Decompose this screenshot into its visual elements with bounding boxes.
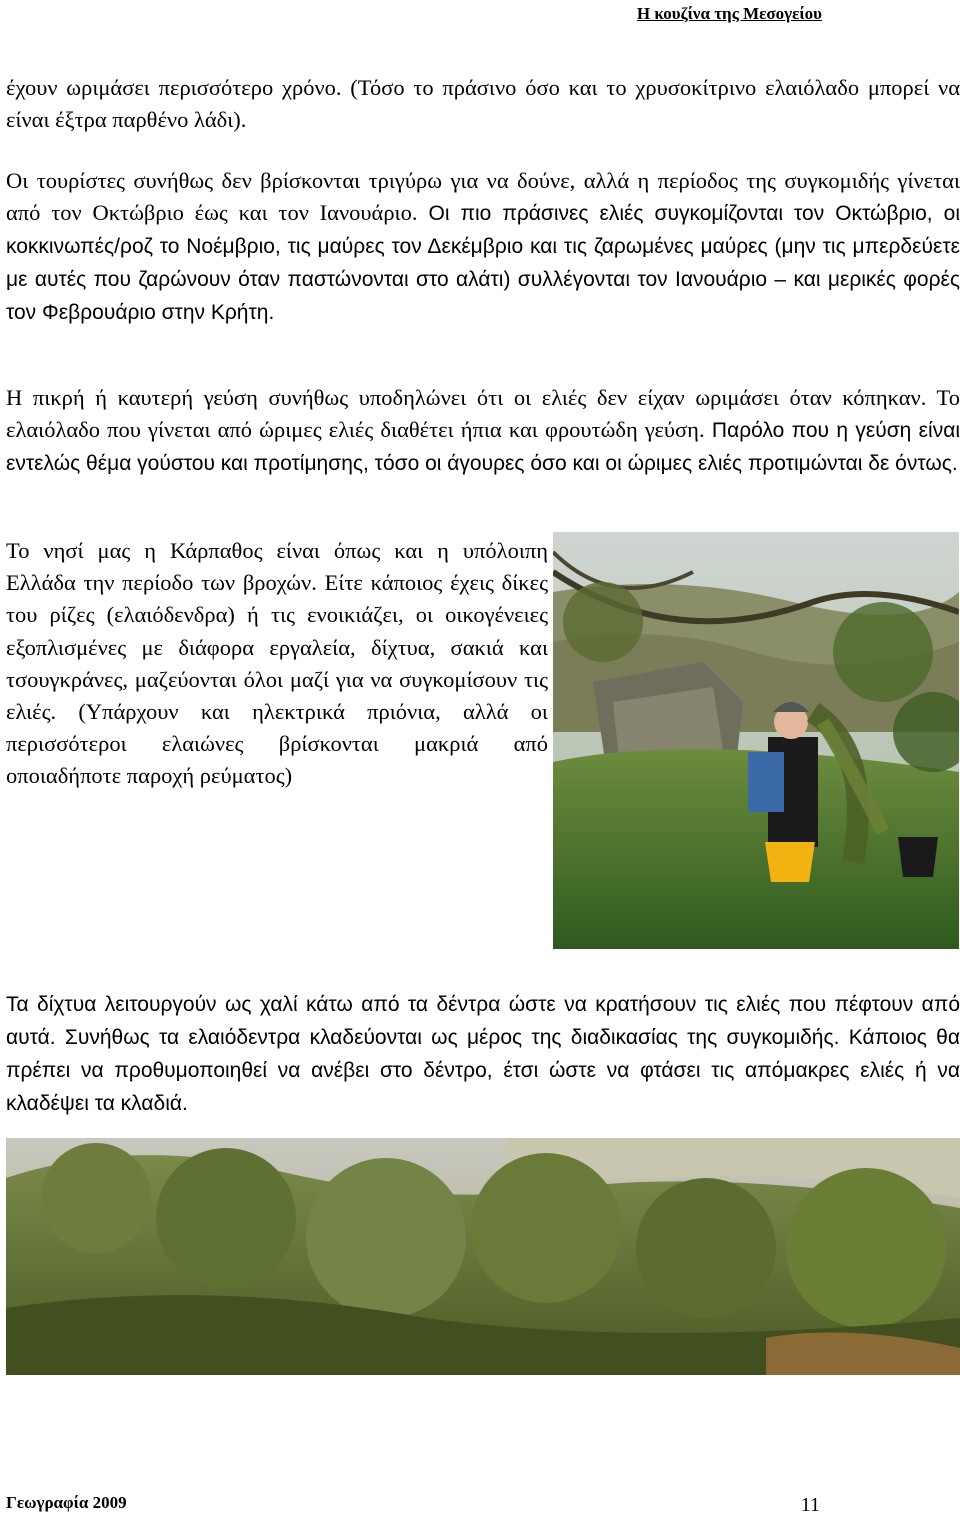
paragraph-5	[6, 988, 960, 1120]
paragraph-3-serif-text: Η πικρή ή καυτερή γεύση συνήθως υποδηλώνει ότι οι ελιές δεν είχαν ωριμάσει όταν κόπηκαν. Το ελαιόλαδο που γίνεται από ώριμες ελιές διαθέτει ήπια και φρουτώδη γεύση.	[6, 385, 960, 442]
paragraph-1-text: έχουν ωριμάσει περισσότερο χρόνο. (Τόσο το πράσινο όσο και το χρυσοκίτρινο ελαιόλαδο μπορεί να είναι έξτρα παρθένο λάδι).	[6, 75, 960, 132]
paragraph-4-tail-text: Είτε κάποιος έχεις δίκες του ρίζες (ελαιόδενδρα) ή τις ενοικιάζει, οι οικογένειες εξοπλισμένες με διάφορα εργαλεία, δίχτυα, σακιά και τσουγκράνες, μαζεύονται όλοι μαζί για να συγκομίσουν τις ελιές. (Υπάρχουν και ηλεκτρικά πριόνια, αλλά οι περισσότεροι ελαιώνες βρίσκονται μακριά από οποιαδήποτε παροχή ρεύματος)	[6, 570, 548, 789]
paragraph-5-sans-text-2: Συνήθως τα ελαιόδεντρα κλαδεύονται ως μέρος της διαδικασίας της συγκομιδής. Κάποιος θα πρέπει να προθυμοποιηθεί να ανέβει στο δέντρο, έτσι ώστε να φτάσει τις απόμακρες ελιές ή να κλαδέψει τα κλαδιά.	[6, 1026, 960, 1115]
page-number: 11	[800, 1494, 820, 1516]
running-header: Η κουζίνα της Μεσογείου	[636, 4, 822, 23]
olive-grove-photo-graphic	[6, 1138, 960, 1375]
paragraph-5-sans-text-1: Τα δίχτυα λειτουργούν ως χαλί κάτω από τα δέντρα ώστε να κρατήσουν τις ελιές που πέφτουν από αυτά.	[6, 993, 960, 1049]
olive-grove-photo	[6, 1138, 960, 1375]
olive-harvest-photo-graphic	[553, 532, 959, 949]
paragraph-1	[6, 72, 960, 136]
footer-left-text: Γεωγραφία 2009	[6, 1493, 127, 1512]
paragraph-2-serif-text: Οι τουρίστες συνήθως δεν βρίσκονται τριγύρω για να δούνε, αλλά η περίοδος της συγκομιδής γίνεται από τον Οκτώβριο έως και τον Ιανουάριο.	[6, 168, 960, 225]
paragraph-2-sans-text: Οι πιο πράσινες ελιές συγκομίζονται τον Οκτώβριο, οι κοκκινωπές/ροζ το Νοέμβριο, τις μαύρες τον Δεκέμβριο και τις ζαρωμένες μαύρες (μην τις μπερδεύετε με αυτές που ζαρώνουν όταν παστώνονται στο αλάτι) συλλέγονται τον Ιανουάριο – και μερικές φορές τον Φεβρουάριο στην Κρήτη.	[6, 202, 960, 324]
olive-harvest-photo	[553, 532, 959, 949]
paragraph-2	[6, 165, 960, 329]
paragraph-3	[6, 382, 960, 480]
paragraph-3-sans-text: Παρόλο που η γεύση είναι εντελώς θέμα γούστου και προτίμησης, τόσο οι άγουρες όσο και οι ώριμες ελιές προτιμώνται δε όντως.	[6, 419, 960, 475]
paragraph-4	[6, 535, 548, 793]
paragraph-4-serif-text: Το νησί μας η Κάρπαθος είναι όπως και η υπόλοιπη Ελλάδα την περίοδο των βροχών.	[6, 538, 548, 596]
